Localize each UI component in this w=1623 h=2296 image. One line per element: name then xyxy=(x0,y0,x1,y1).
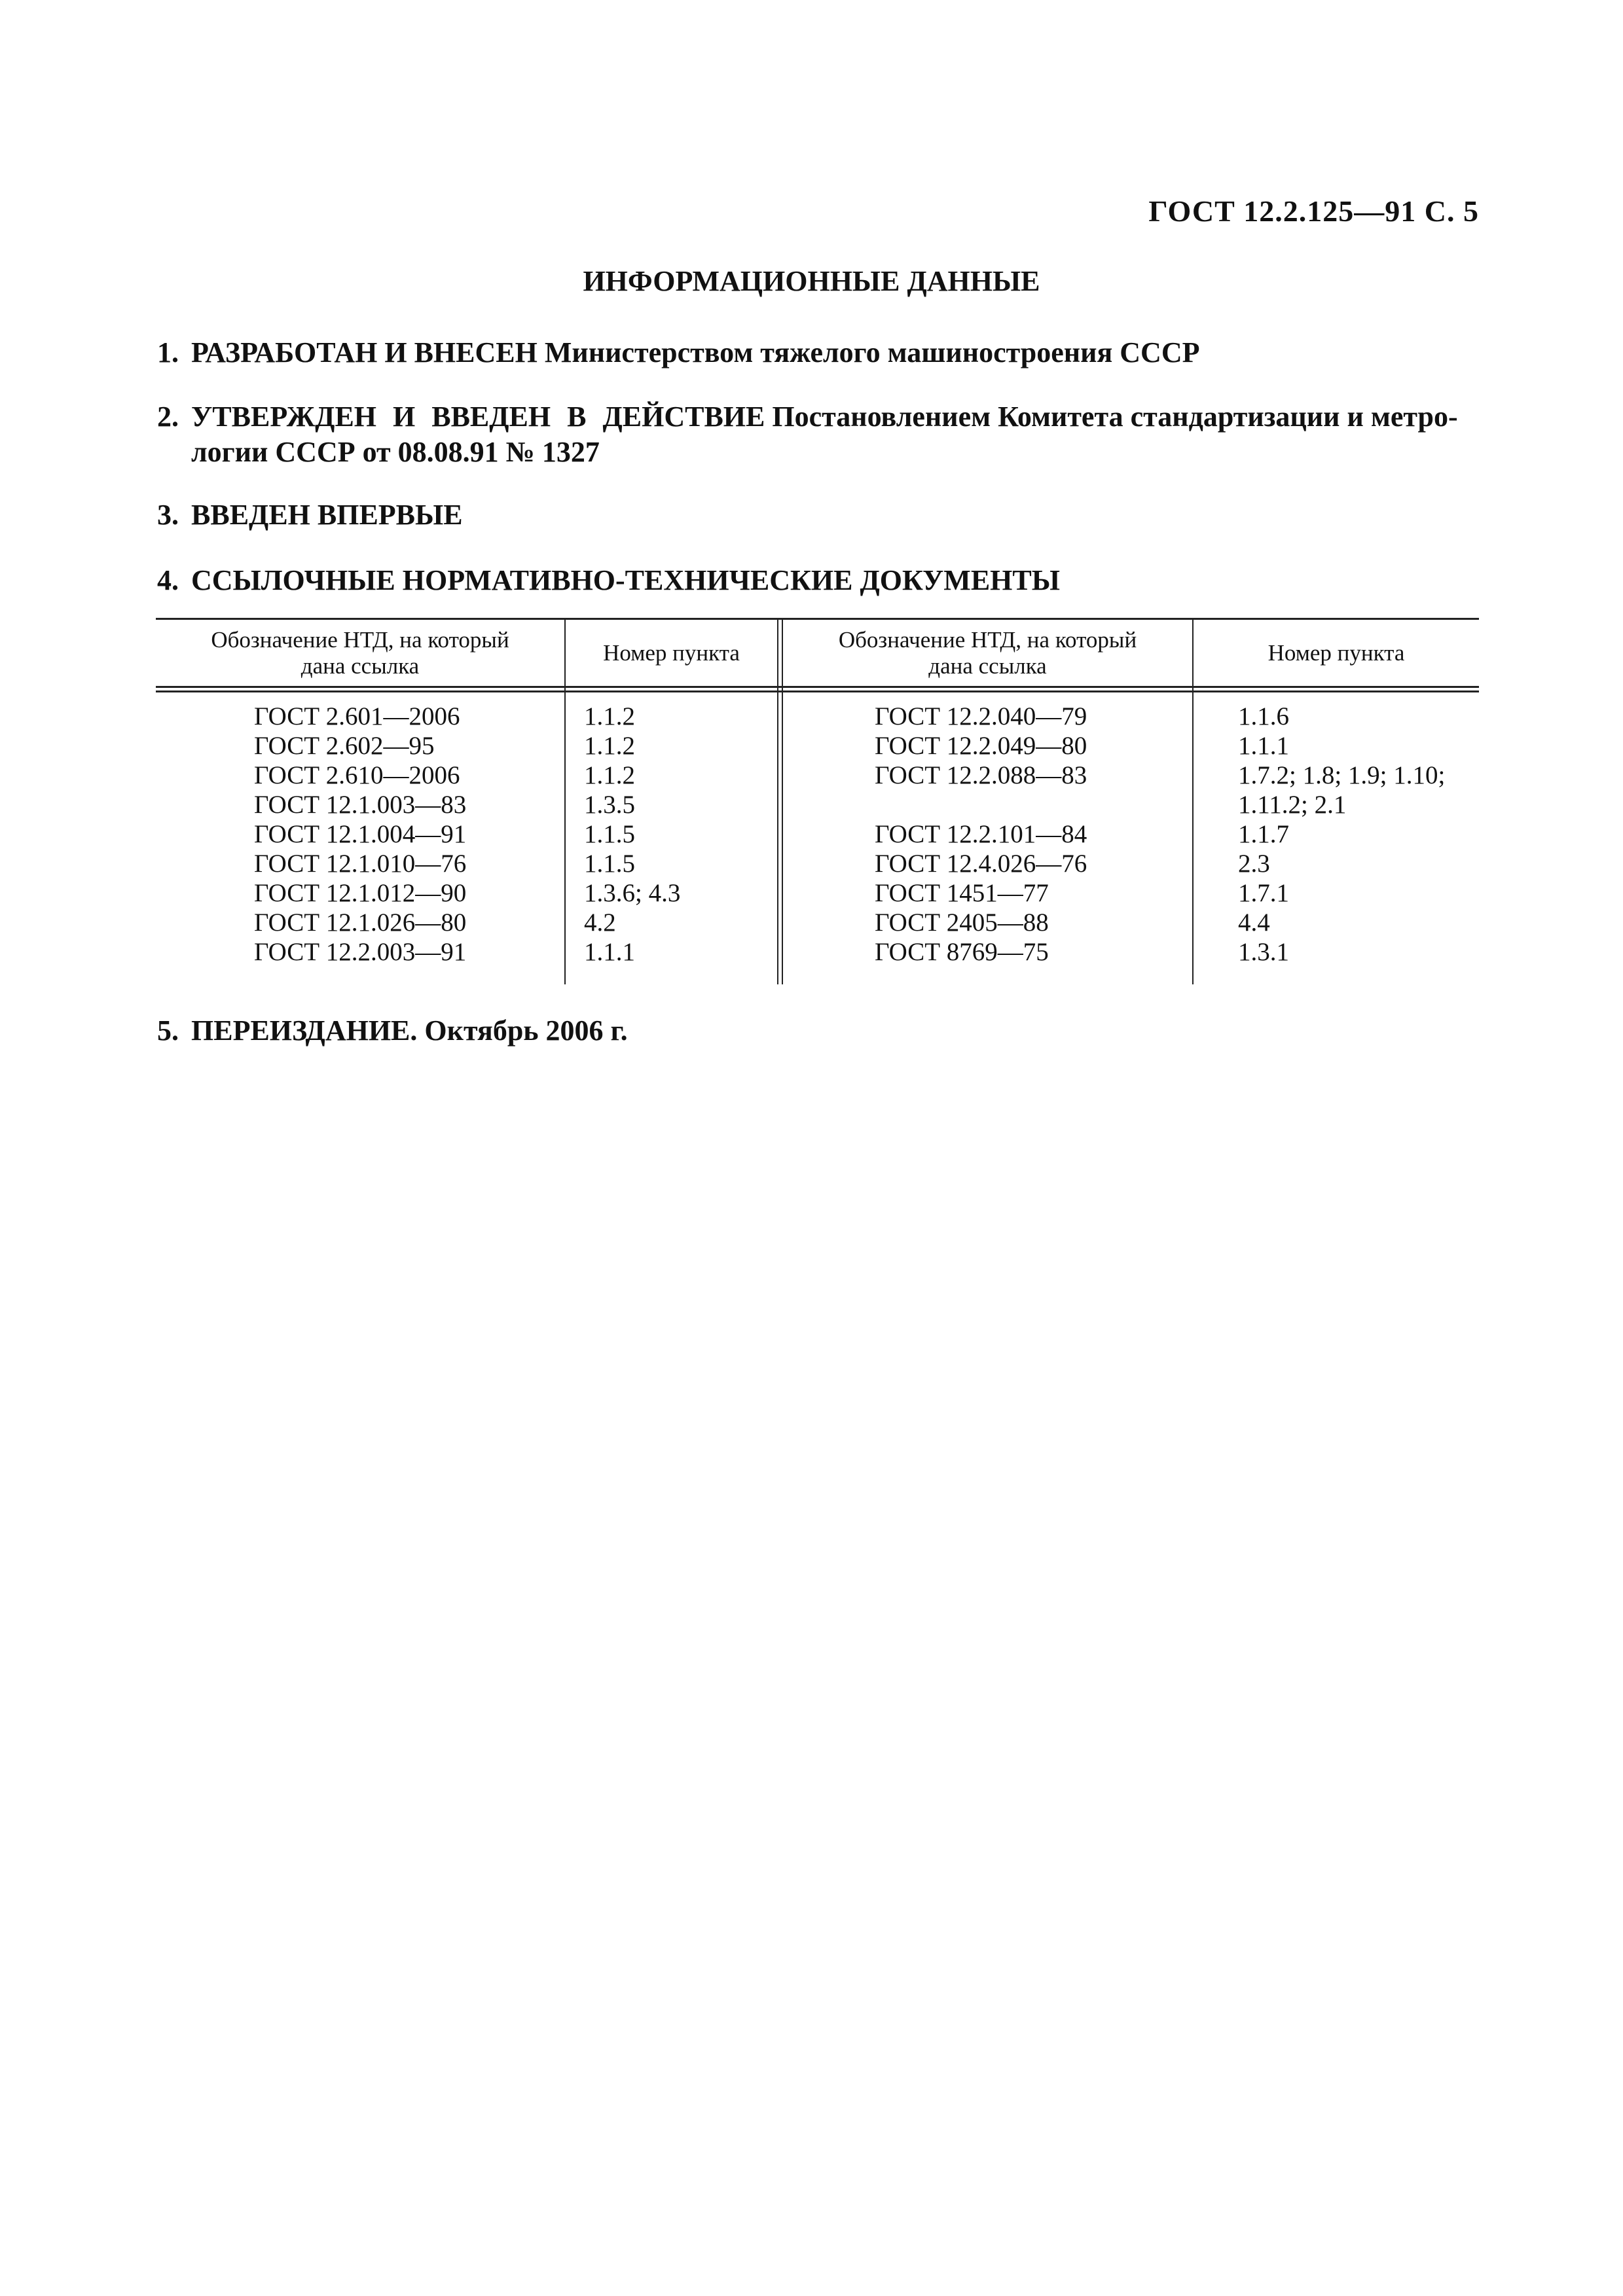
table-cell: ГОСТ 12.2.040—79 xyxy=(875,702,1087,730)
table-cell: 1.1.2 xyxy=(584,702,635,730)
table-cell: ГОСТ 12.2.003—91 xyxy=(254,938,467,966)
table-cell xyxy=(875,790,1087,819)
item-number: 4. xyxy=(157,564,179,596)
table-cell: ГОСТ 2405—88 xyxy=(875,908,1049,937)
item-number: 3. xyxy=(157,499,179,531)
item-number: 5. xyxy=(157,1014,179,1047)
item-number: 2. xyxy=(157,401,179,433)
item-text: Октябрь 2006 г. xyxy=(424,1014,628,1047)
header-clause-left: Номер пункта xyxy=(603,640,740,666)
table-header-rule xyxy=(156,686,1479,688)
table-cell: 1.1.2 xyxy=(584,761,635,789)
table-cell: 1.11.2; 2.1 xyxy=(1238,791,1347,819)
table-cell: 4.4 xyxy=(1238,908,1270,937)
table-cell: ГОСТ 12.2.088—83 xyxy=(875,761,1087,789)
table-top-rule xyxy=(156,618,1479,620)
table-cell: ГОСТ 12.1.004—91 xyxy=(254,820,467,848)
table-cell: ГОСТ 8769—75 xyxy=(875,938,1049,966)
table-cell: 1.1.6 xyxy=(1238,702,1289,730)
item-number: 1. xyxy=(157,336,179,368)
table-cell: ГОСТ 2.602—95 xyxy=(254,732,435,760)
table-cell: 2.3 xyxy=(1238,850,1270,878)
header-doc-right: Обозначение НТД, на который дана ссылка xyxy=(838,627,1137,679)
header-doc-left: Обозначение НТД, на который дана ссылка xyxy=(211,627,509,679)
item-text: Министерством тяжелого машиностроения СССР xyxy=(544,336,1200,368)
table-cell: 1.1.2 xyxy=(584,732,635,760)
table-cell: 1.1.1 xyxy=(1238,732,1289,760)
table-cell: 1.3.5 xyxy=(584,791,635,819)
table-header-rule-second xyxy=(156,691,1479,692)
table-cell: ГОСТ 12.1.012—90 xyxy=(254,879,467,907)
left-docs-column xyxy=(254,702,466,967)
left-clauses-column xyxy=(584,702,680,967)
table-cell: 1.1.5 xyxy=(584,850,635,878)
table-cell: ГОСТ 12.1.010—76 xyxy=(254,850,467,878)
item-text: ВВЕДЕН ВПЕРВЫЕ xyxy=(191,499,463,531)
item-lead: РАЗРАБОТАН И ВНЕСЕН xyxy=(191,336,538,368)
table-cell: 1.1.1 xyxy=(584,938,635,966)
table-cell: 1.1.7 xyxy=(1238,820,1289,848)
item-text-line2: логии СССР от 08.08.91 № 1327 xyxy=(191,436,600,468)
column-divider-double xyxy=(777,618,783,984)
section-title: ИНФОРМАЦИОННЫЕ ДАННЫЕ xyxy=(583,265,1040,297)
table-cell: 1.3.1 xyxy=(1238,938,1289,966)
reference-documents-table xyxy=(156,618,1479,984)
table-cell: ГОСТ 2.610—2006 xyxy=(254,761,460,789)
info-item-3 xyxy=(157,497,1472,533)
table-cell: ГОСТ 12.4.026—76 xyxy=(875,850,1087,878)
table-cell: ГОСТ 12.1.003—83 xyxy=(254,791,467,819)
table-cell: 1.7.2; 1.8; 1.9; 1.10; xyxy=(1238,761,1446,789)
item-text-line1: Постановлением Комитета стандартизации и метро- xyxy=(772,401,1458,433)
table-cell: ГОСТ 12.2.101—84 xyxy=(875,820,1087,848)
info-item-5 xyxy=(157,1013,1472,1049)
right-docs-column xyxy=(875,702,1087,967)
table-cell: ГОСТ 1451—77 xyxy=(875,879,1049,907)
right-clauses-column xyxy=(1238,702,1445,967)
table-cell: 1.7.1 xyxy=(1238,879,1289,907)
item-lead: ПЕРЕИЗДАНИЕ. xyxy=(191,1014,418,1047)
header-clause-right: Номер пункта xyxy=(1267,640,1405,666)
table-cell: ГОСТ 2.601—2006 xyxy=(254,702,460,730)
table-cell: ГОСТ 12.2.049—80 xyxy=(875,732,1087,760)
table-cell: ГОСТ 12.1.026—80 xyxy=(254,908,467,937)
table-cell: 1.1.5 xyxy=(584,820,635,848)
table-cell: 4.2 xyxy=(584,908,616,937)
table-cell: 1.3.6; 4.3 xyxy=(584,879,681,907)
info-item-1 xyxy=(157,335,1472,370)
info-item-2 xyxy=(157,399,1472,470)
item-text: ССЫЛОЧНЫЕ НОРМАТИВНО-ТЕХНИЧЕСКИЕ ДОКУМЕНТЫ xyxy=(191,564,1060,596)
info-item-4 xyxy=(157,563,1472,598)
page-header-label: ГОСТ 12.2.125—91 С. 5 xyxy=(1148,194,1479,228)
item-lead: УТВЕРЖДЕН И ВВЕДЕН В ДЕЙСТВИЕ xyxy=(191,401,765,433)
